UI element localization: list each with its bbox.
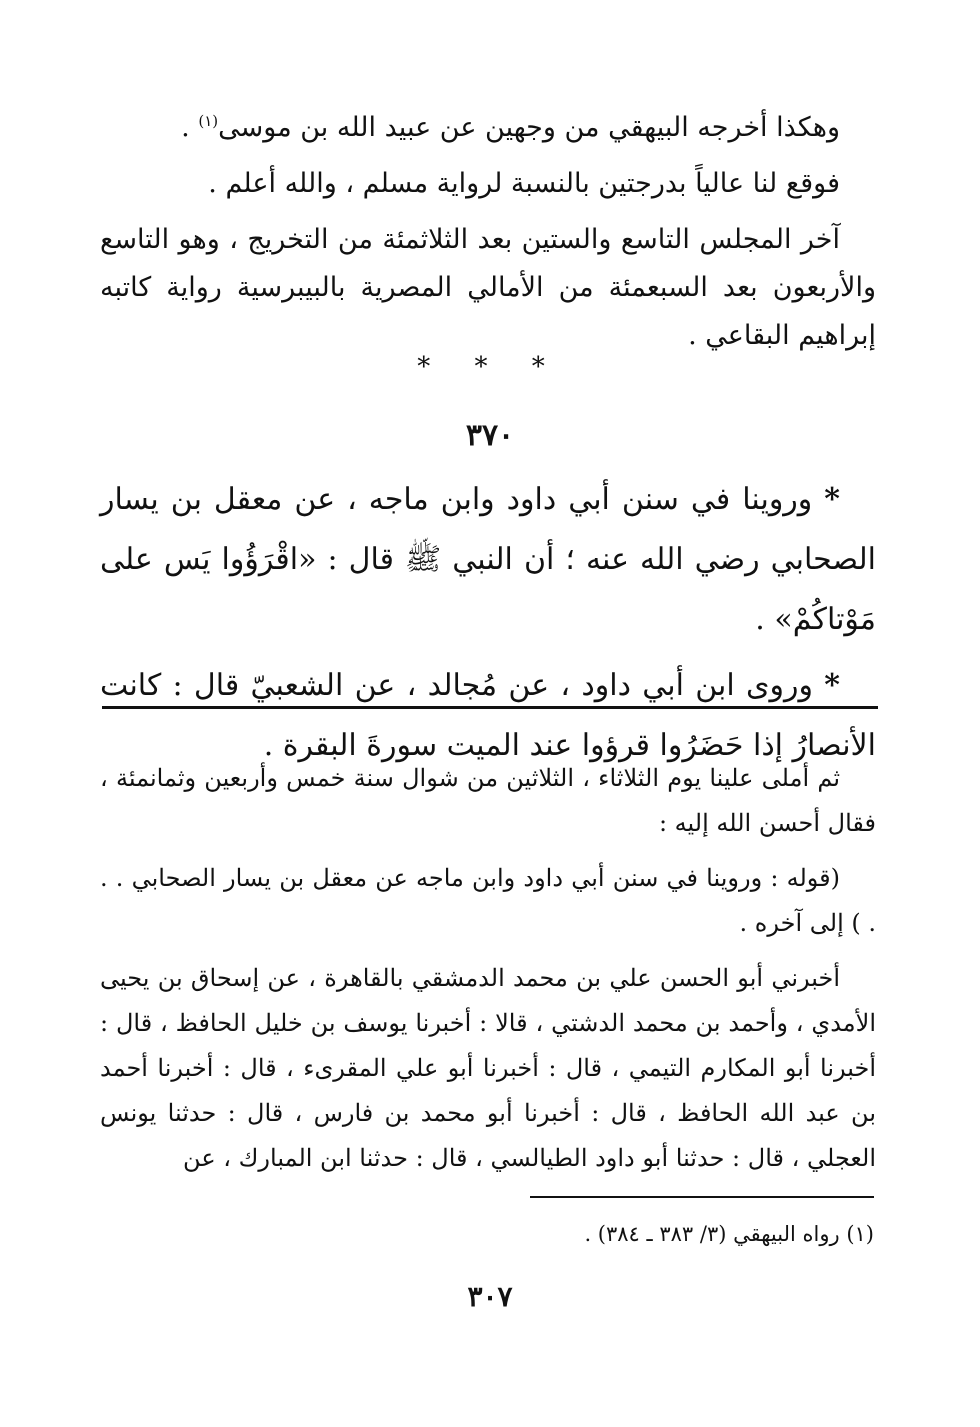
top-text-block [100,104,876,360]
page-number: ٣٠٧ [467,1280,513,1313]
footnote-reference: (١) [198,112,219,130]
commentary-paragraph-1: ثم أملى علينا يوم الثلاثاء ، الثلاثين من شوال سنة خمس وأربعين وثمانمئة ، فقال أحسن الله إليه : [100,764,876,837]
hadith-block [100,470,876,776]
top-paragraph-2: فوقع لنا عالياً بدرجتين بالنسبة لرواية مسلم ، والله أعلم . [208,168,840,199]
footnote-number: (١) [846,1222,874,1246]
footnote-divider [530,1196,874,1198]
top-paragraph-3: آخر المجلس التاسع والستين بعد الثلاثمئة من التخريج ، وهو التاسع والأربعون بعد السبعمئة من الأمالي المصرية بالبيبرسية رواية كاتبه إبراهيم البقاعي . [100,224,876,351]
hadith-marker: * [824,482,840,517]
commentary-paragraph-2: (قوله : وروينا في سنن أبي داود وابن ماجه عن معقل بن يسار الصحابي . . . ) إلى آخره . [100,864,876,937]
hadith-paragraph-2: * وروى ابن أبي داود ، عن مُجالد ، عن الشعبيّ قال : كانت الأنصارُ إذا حَضَرُوا قرؤوا عند الميت سورةَ البقرة . [100,668,876,763]
section-separator: * * * [417,352,563,382]
hadith-marker: * [824,668,840,703]
commentary-block [100,756,876,1181]
top-paragraph-1: وهكذا أخرجه البيهقي من وجهين عن عبيد الله بن موسى$^{(١)}$ . [181,112,840,143]
section-number: ٣٧٠ [465,418,515,453]
hadith-paragraph-1: * وروينا في سنن أبي داود وابن ماجه ، عن معقل بن يسار الصحابي رضي الله عنه ؛ أن النبي ﷺ قال : «اقْرَؤُوا يَس على مَوْتاكُمْ» . [100,482,876,637]
commentary-paragraph-3: أخبرني أبو الحسن علي بن محمد الدمشقي بالقاهرة ، عن إسحاق بن يحيى الأمدي ، وأحمد بن محمد الدشتي ، قالا : أخبرنا يوسف بن خليل الحافظ ، قال : أخبرنا أبو المكارم التيمي ، قال : أخبرنا أبو علي المقرىء ، قال : أخبرنا أحمد بن عبد الله الحافظ ، قال : أخبرنا أبو محمد بن فارس ، قال : حدثنا يونس العجلي ، قال : حدثنا أبو داود الطيالسي ، قال : حدثنا ابن المبارك ، عن [100,964,876,1172]
footnote-text: رواه البيهقي (٣/ ٣٨٣ ـ ٣٨٤) . [584,1222,840,1246]
footnote [114,1218,874,1250]
section-divider [102,706,878,709]
